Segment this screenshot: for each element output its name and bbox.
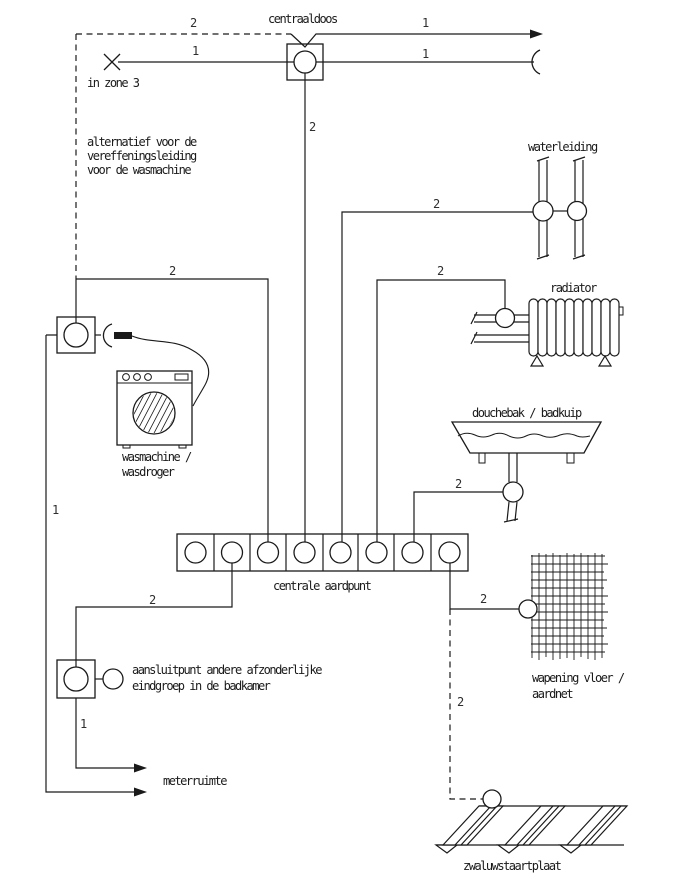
earth-clamp-icon xyxy=(568,202,587,221)
earth-bar-symbol xyxy=(177,534,468,571)
wire-number-zone-left: 1 xyxy=(192,44,200,58)
drain-pipe xyxy=(504,502,518,522)
wire-number-waterleiding: 2 xyxy=(433,197,441,211)
earth-clamp-icon xyxy=(533,201,553,221)
label-zwaluwstaartplaat: zwaluwstaartplaat xyxy=(463,859,561,873)
label-wasmachine-2: wasdroger xyxy=(122,465,174,479)
terminal-icon xyxy=(439,542,460,563)
label-centrale-aardpunt: centrale aardpunt xyxy=(273,579,371,593)
earth-clamp-icon xyxy=(519,600,537,618)
label-meterruimte: meterruimte xyxy=(163,774,226,788)
wire-number-douchebak: 2 xyxy=(455,477,463,491)
radiator-foot xyxy=(599,356,611,366)
wire-number-left-riser: 1 xyxy=(52,503,60,517)
wire-number-aansluitpunt: 2 xyxy=(149,593,157,607)
terminal-icon xyxy=(222,542,243,563)
arrow-icon xyxy=(134,764,147,773)
wire-number-top-dashed: 2 xyxy=(190,16,198,30)
bathtub-symbol xyxy=(452,422,601,522)
wire-number-aansluitpunt-drop: 1 xyxy=(80,717,88,731)
label-alternatief-3: voor de wasmachine xyxy=(87,163,191,177)
label-aansluitpunt-2: eindgroep in de badkamer xyxy=(132,679,270,693)
plug-arc-icon xyxy=(103,324,112,347)
socket-badkamer-symbol xyxy=(57,660,123,698)
wire-number-centraaldoos: 2 xyxy=(309,120,317,134)
wire-aansluitpunt xyxy=(76,563,232,667)
earth-clamp-icon xyxy=(496,309,515,328)
label-wapening-1: wapening vloer / xyxy=(532,671,624,685)
label-alternatief-1: alternatief voor de xyxy=(87,135,196,149)
terminal-icon xyxy=(294,542,315,563)
label-wasmachine-1: wasmachine / xyxy=(122,450,191,464)
earth-clamp-icon xyxy=(503,482,523,502)
wire-number-wasmachine: 2 xyxy=(169,264,177,278)
arrow-icon xyxy=(134,788,147,797)
wire-number-wapening: 2 xyxy=(480,592,488,606)
washing-machine-icon xyxy=(117,371,192,448)
plug-icon xyxy=(114,332,132,339)
label-in-zone-3: in zone 3 xyxy=(87,76,139,90)
arrow-icon xyxy=(530,30,543,39)
terminal-icon xyxy=(402,542,423,563)
waterleiding-symbol xyxy=(533,157,587,259)
wire-number-radiator: 2 xyxy=(437,264,445,278)
terminal-icon xyxy=(258,542,279,563)
terminal-icon xyxy=(185,542,206,563)
label-douchebak: douchebak / badkuip xyxy=(472,406,581,420)
reinforcement-mesh-icon xyxy=(519,553,608,660)
wire-top-arrow xyxy=(291,34,531,47)
connection-point-icon xyxy=(103,669,123,689)
wire-number-zone-right: 1 xyxy=(422,47,430,61)
radiator-symbol xyxy=(471,299,623,366)
radiator-foot xyxy=(531,356,543,366)
terminal-icon xyxy=(366,542,387,563)
terminal-icon xyxy=(330,542,351,563)
label-wapening-2: aardnet xyxy=(532,687,573,701)
label-aansluitpunt-1: aansluitpunt andere afzonderlijke xyxy=(132,663,321,677)
wire-number-top-arrow: 1 xyxy=(422,16,430,30)
zone3-point-icon xyxy=(104,54,120,70)
drain-pipe xyxy=(509,453,517,482)
wire-meter-upper xyxy=(76,698,134,768)
label-radiator: radiator xyxy=(550,281,596,295)
label-waterleiding: waterleiding xyxy=(528,140,597,154)
wire-number-zwaluwstaart: 2 xyxy=(457,695,465,709)
label-alternatief-2: vereffeningsleiding xyxy=(87,149,196,163)
label-centraaldoos: centraaldoos xyxy=(268,12,337,26)
radiator-body xyxy=(529,299,619,356)
water-line xyxy=(458,433,590,438)
dashed-wire-zwaluwstaart xyxy=(450,609,483,799)
earth-clamp-icon xyxy=(483,790,501,808)
